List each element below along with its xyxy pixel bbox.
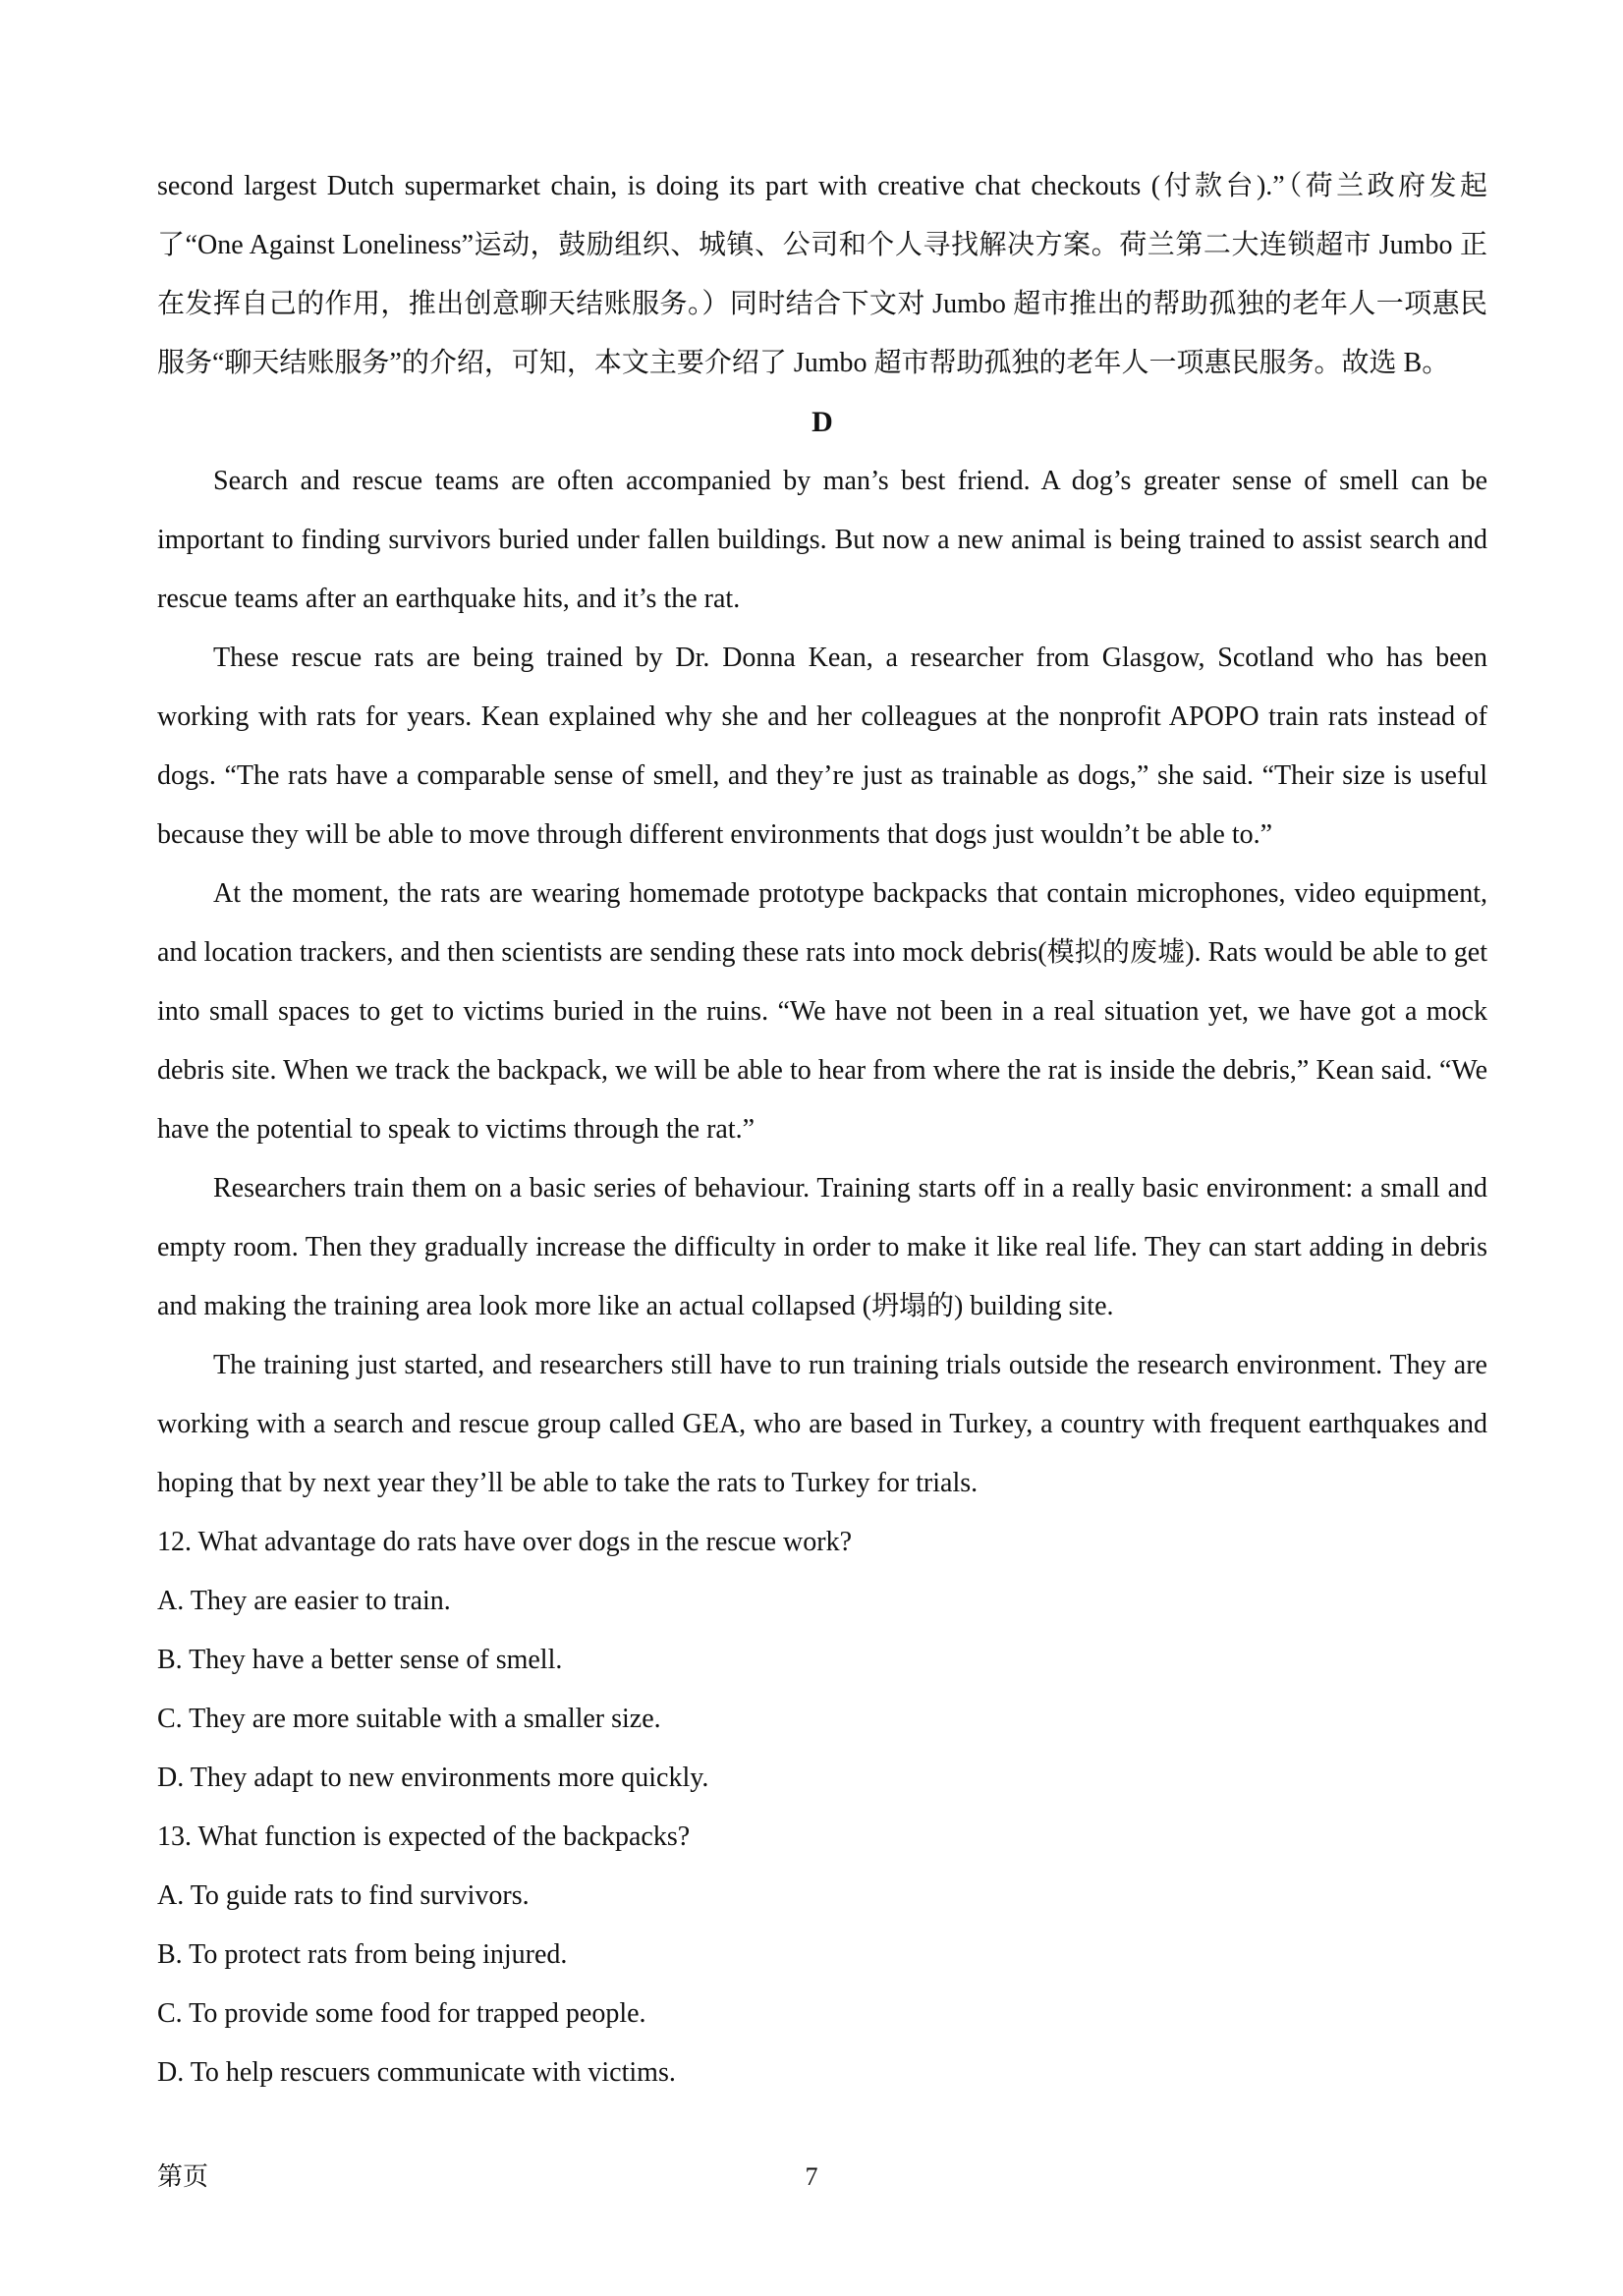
article-paragraph: Search and rescue teams are often accompanied by man’s best friend. A dog’s greater sense of smell can be important to finding survivors buried under fallen buildings. But now a new animal is being trained to assist search and rescue teams after an earthquake hits, and it’s the rat. <box>157 466 1487 614</box>
question-13 <box>157 1808 1487 2102</box>
article-paragraph: At the moment, the rats are wearing homemade prototype backpacks that contain microphones, video equipment, and location trackers, and then scientists are sending these rats into mock debris(模拟的废墟). Rats would be able to get into small spaces to get to victims buried in the ruins. “We have not been in a real situation yet, we have got a mock debris site. When we track the backpack, we will be able to hear from where the rat is inside the debris,” Kean said. “We have the potential to speak to victims through the rat.” <box>157 878 1487 1145</box>
option-d: D. They adapt to new environments more quickly. <box>157 1763 709 1793</box>
page-number: 7 <box>805 2162 818 2191</box>
option-a: A. To guide rats to find survivors. <box>157 1880 530 1911</box>
document-page <box>157 157 1487 2102</box>
article-paragraph: The training just started, and researchers still have to run training trials outside the research environment. They are working with a search and rescue group called GEA, who are based in Turkey, a country with frequent earthquakes and hoping that by next year they’ll be able to take the rats to Turkey for trials. <box>157 1350 1487 1498</box>
section-title: D <box>812 406 833 438</box>
footer-label: 第页 <box>157 2162 209 2191</box>
question-12 <box>157 1513 1487 1808</box>
intro-paragraph: second largest Dutch supermarket chain, is doing its part with creative chat checkouts (付款台).”（荷兰政府发起了“One Against Loneliness”运动，鼓励组织、城镇、公司和个人寻找解决方案。荷兰第二大连锁超市 Jumbo 正在发挥自己的作用，推出创意聊天结账服务。）同时结合下文对 Jumbo 超市推出的帮助孤独的老年人一项惠民服务“聊天结账服务”的介绍，可知，本文主要介绍了 Jumbo 超市帮助孤独的老年人一项惠民服务。故选 B。 <box>157 171 1487 378</box>
option-a: A. They are easier to train. <box>157 1586 451 1616</box>
option-b: B. To protect rats from being injured. <box>157 1939 568 1970</box>
question-stem: 12. What advantage do rats have over dogs in the rescue work? <box>157 1527 853 1557</box>
article-paragraph: Researchers train them on a basic series of behaviour. Training starts off in a really basic environment: a small and empty room. Then they gradually increase the difficulty in order to make it like real life. They can start adding in debris and making the training area look more like an actual collapsed (坍塌的) building site. <box>157 1173 1487 1321</box>
option-c: C. They are more suitable with a smaller size. <box>157 1704 661 1734</box>
option-c: C. To provide some food for trapped people. <box>157 1998 646 2029</box>
article-paragraph: These rescue rats are being trained by Dr. Donna Kean, a researcher from Glasgow, Scotland who has been working with rats for years. Kean explained why she and her colleagues at the nonprofit APOPO train rats instead of dogs. “The rats have a comparable sense of smell, and they’re just as trainable as dogs,” she said. “Their size is useful because they will be able to move through different environments that dogs just wouldn’t be able to.” <box>157 643 1487 850</box>
option-b: B. They have a better sense of smell. <box>157 1645 563 1675</box>
option-d: D. To help rescuers communicate with victims. <box>157 2057 676 2088</box>
question-stem: 13. What function is expected of the backpacks? <box>157 1821 691 1852</box>
